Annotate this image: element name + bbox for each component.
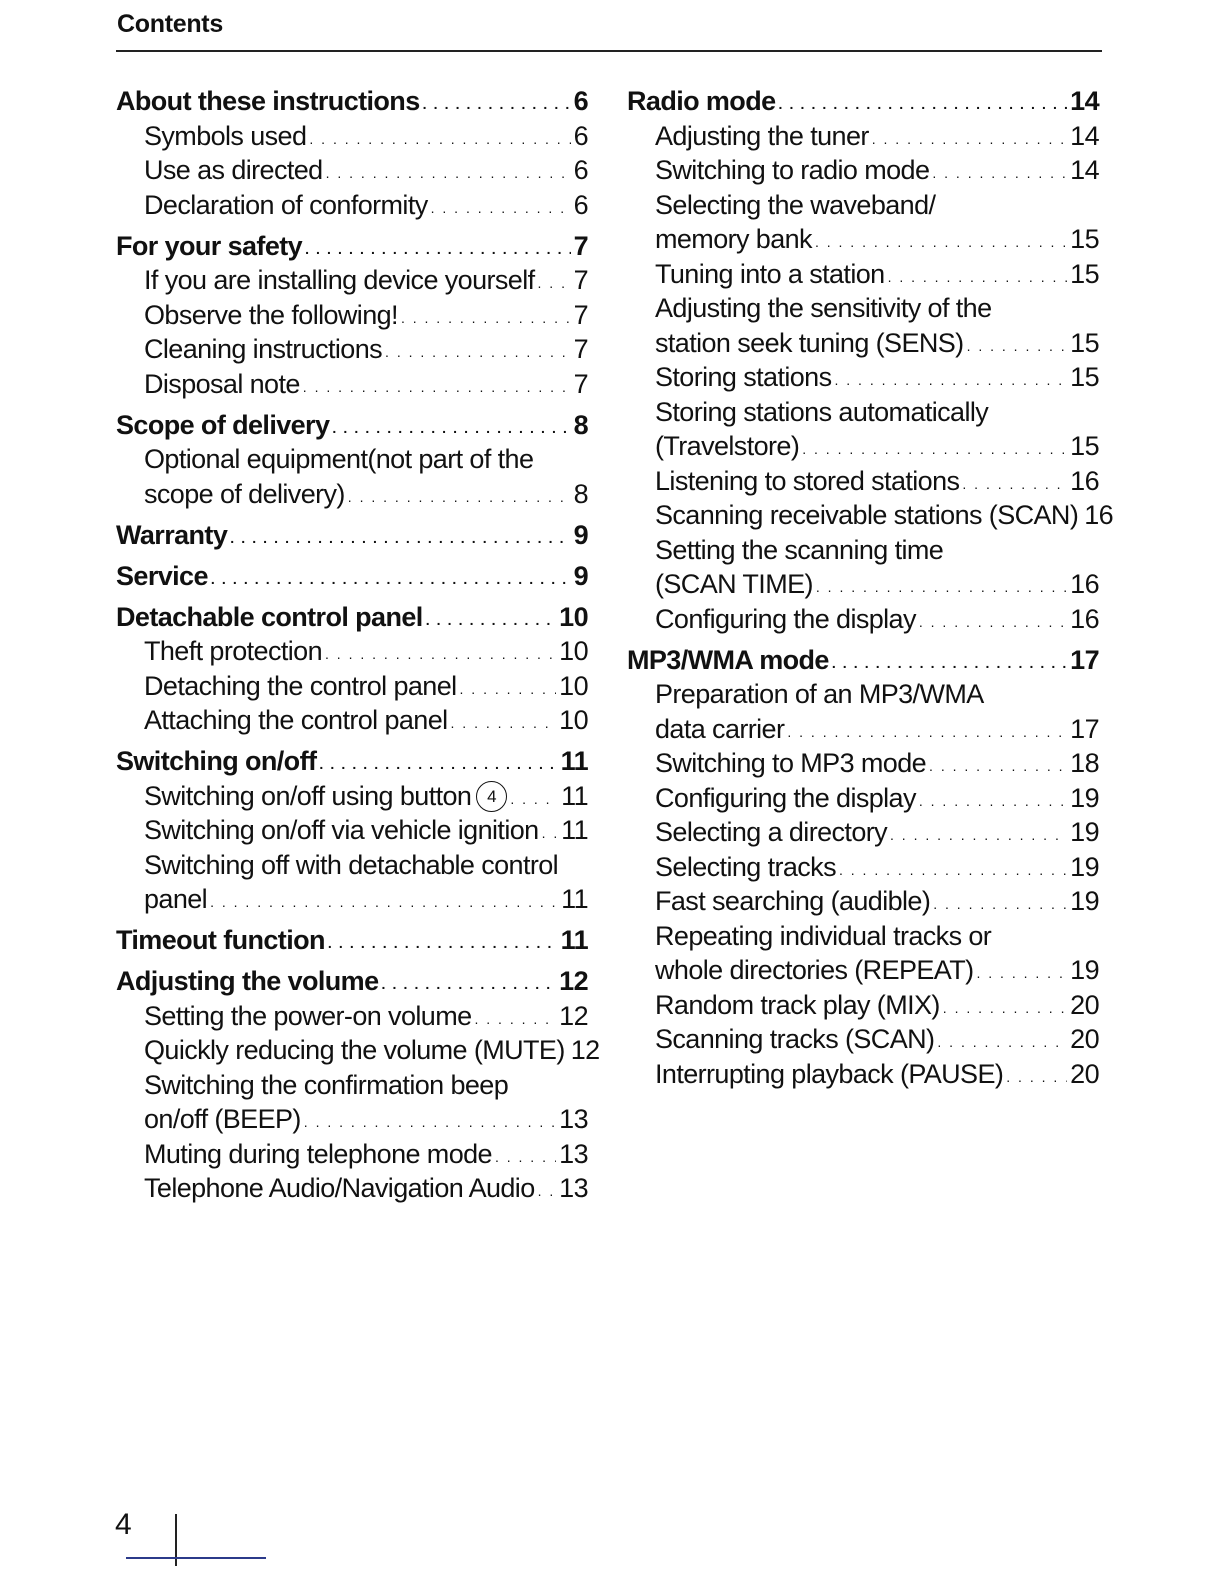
dot-leader	[832, 656, 1067, 670]
toc-entry-title: Detaching the control panel	[144, 670, 457, 701]
dot-leader	[431, 201, 571, 215]
toc-entry-title: Repeating individual tracks or	[655, 920, 992, 951]
toc-subentry[interactable]	[116, 702, 588, 737]
toc-page-number: 14	[1070, 155, 1099, 185]
dot-leader	[815, 235, 1067, 249]
toc-entry-title: on/off (BEEP)	[144, 1104, 301, 1134]
dot-leader	[309, 132, 570, 146]
toc-page-number: 10	[559, 636, 588, 666]
toc-page-number: 9	[573, 519, 588, 550]
toc-entry-title: Scanning receivable stations (SCAN)	[655, 500, 1079, 530]
toc-subentry[interactable]	[116, 667, 588, 702]
toc-subentry[interactable]	[116, 812, 588, 847]
toc-entry-title: Configuring the display	[655, 603, 916, 634]
toc-subentry[interactable]	[627, 745, 1099, 780]
toc-entry-title: Detachable control panel	[116, 601, 423, 632]
dot-leader	[305, 242, 571, 256]
dot-leader	[977, 966, 1068, 980]
toc-entry-title: panel	[144, 884, 208, 914]
dot-leader	[538, 1184, 557, 1198]
dot-leader	[230, 531, 570, 545]
toc-page-number: 16	[1084, 500, 1114, 530]
toc-page-number: 15	[1070, 258, 1099, 289]
toc-page-number: 19	[1070, 886, 1099, 916]
dot-leader	[326, 166, 571, 180]
toc-entry-title: Fast searching (audible)	[655, 886, 931, 916]
dot-leader	[385, 345, 571, 359]
toc-subentry[interactable]	[627, 152, 1099, 187]
dot-leader	[835, 373, 1068, 387]
toc-page-number: 17	[1070, 713, 1099, 744]
toc-entry-title: About these instructions	[116, 86, 420, 116]
toc-subentry[interactable]	[627, 324, 1099, 359]
toc-entry-title: Scanning tracks (SCAN)	[655, 1024, 935, 1054]
toc-subentry[interactable]	[116, 1135, 588, 1170]
dot-leader	[816, 580, 1067, 594]
toc-page-number: 19	[1070, 782, 1099, 813]
toc-subentry[interactable]	[116, 152, 588, 187]
toc-entry-title: whole directories (REPEAT)	[655, 955, 974, 985]
toc-entry-title: Storing stations automatically	[655, 396, 989, 427]
dot-leader	[348, 490, 571, 504]
toc-subentry[interactable]	[116, 262, 588, 297]
toc-entry-title: Random track play (MIX)	[655, 989, 940, 1020]
toc-page-number: 14	[1070, 120, 1099, 151]
toc-page-number: 16	[1070, 465, 1099, 496]
dot-leader	[933, 897, 1067, 911]
toc-entry-title: Declaration of conformity	[144, 189, 428, 220]
toc-section-entry[interactable]	[116, 551, 588, 592]
toc-page-number: 11	[560, 925, 588, 955]
toc-page-number: 15	[1070, 327, 1099, 358]
toc-subentry[interactable]	[627, 883, 1099, 918]
dot-leader	[382, 977, 557, 991]
dot-leader	[510, 792, 558, 806]
toc-subentry	[627, 290, 1099, 325]
toc-page-number: 19	[1070, 955, 1099, 985]
toc-section-entry[interactable]	[627, 635, 1099, 676]
toc-page-number: 11	[561, 815, 588, 845]
dot-leader	[211, 572, 571, 586]
dot-leader	[303, 380, 571, 394]
toc-page-number: 11	[560, 746, 588, 776]
toc-subentry	[116, 441, 588, 476]
toc-entry-title: memory bank	[655, 224, 812, 254]
dot-leader	[890, 828, 1067, 842]
toc-page-number: 10	[559, 601, 588, 632]
dot-leader	[787, 725, 1067, 739]
toc-entry-title: Adjusting the volume	[116, 966, 379, 996]
toc-section-entry[interactable]	[116, 956, 588, 997]
dot-leader	[839, 863, 1067, 877]
toc-subentry[interactable]	[116, 997, 588, 1032]
toc-entry-title: Selecting tracks	[655, 851, 836, 882]
toc-entry-title: Switching the confirmation beep	[144, 1069, 509, 1100]
toc-subentry[interactable]	[627, 255, 1099, 290]
toc-entry-title: For your safety	[116, 230, 303, 261]
toc-section-entry[interactable]	[116, 76, 588, 117]
toc-entry-title: Symbols used	[144, 120, 307, 151]
toc-subentry[interactable]	[627, 117, 1099, 152]
dot-leader	[802, 442, 1067, 456]
toc-subentry[interactable]	[627, 359, 1099, 394]
toc-entry-title: Muting during telephone mode	[144, 1138, 492, 1169]
toc-section-entry[interactable]	[116, 400, 588, 441]
toc-subentry[interactable]	[116, 331, 588, 366]
toc-subentry[interactable]	[627, 848, 1099, 883]
dot-leader	[328, 936, 558, 950]
toc-subentry[interactable]	[116, 777, 588, 812]
toc-page-number: 15	[1070, 362, 1099, 392]
toc-subentry[interactable]	[627, 814, 1099, 849]
toc-subentry[interactable]	[116, 633, 588, 668]
toc-subentry[interactable]	[116, 1101, 588, 1136]
toc-entry-title: Theft protection	[144, 636, 323, 666]
toc-entry-title: station seek tuning (SENS)	[655, 327, 964, 358]
toc-page-number: 19	[1070, 851, 1099, 882]
toc-section-entry[interactable]	[627, 76, 1099, 117]
toc-column-right	[627, 76, 1114, 1090]
toc-subentry	[116, 1066, 588, 1101]
toc-subentry[interactable]	[627, 428, 1099, 463]
toc-subentry[interactable]	[116, 296, 588, 331]
toc-subentry[interactable]	[627, 462, 1099, 497]
toc-entry-title: MP3/WMA mode	[627, 644, 829, 675]
toc-page-number: 8	[573, 478, 588, 509]
toc-column-left	[116, 76, 600, 1204]
toc-entry-title: Quickly reducing the volume (MUTE)	[144, 1035, 565, 1065]
header-rule	[116, 50, 1102, 52]
toc-page-number: 13	[559, 1138, 588, 1169]
toc-subentry[interactable]	[116, 1170, 588, 1205]
toc-page-number: 7	[573, 299, 588, 330]
toc-page-number: 12	[559, 966, 588, 996]
toc-entry-title: Storing stations	[655, 362, 832, 392]
toc-entry-title: Selecting the waveband/	[655, 189, 936, 220]
dot-leader	[872, 132, 1067, 146]
toc-entry-title: Switching on/off via vehicle ignition	[144, 815, 539, 845]
dot-leader	[401, 311, 571, 325]
toc-page-number: 6	[573, 120, 588, 151]
toc-subentry	[627, 676, 1099, 711]
toc-entry-title: Preparation of an MP3/WMA	[655, 679, 984, 709]
toc-entry-title: Switching to radio mode	[655, 155, 930, 185]
toc-page-number: 11	[561, 780, 588, 811]
toc-section-entry[interactable]	[116, 915, 588, 956]
toc-subentry[interactable]	[627, 986, 1099, 1021]
toc-page-number: 16	[1070, 603, 1099, 634]
toc-entry-title: If you are installing device yourself	[144, 265, 535, 295]
toc-section-entry[interactable]	[116, 510, 588, 551]
toc-entry-title: Optional equipment(not part of the	[144, 444, 534, 474]
dot-leader	[426, 613, 556, 627]
toc-entry-title: Radio mode	[627, 86, 776, 116]
toc-entry-title: Observe the following!	[144, 299, 398, 330]
toc-page-number: 13	[559, 1104, 588, 1134]
dot-leader	[475, 1012, 557, 1026]
toc-entry-title: Tuning into a station	[655, 258, 885, 289]
dot-leader	[888, 270, 1068, 284]
toc-page-number: 20	[1070, 1024, 1099, 1054]
toc-subentry[interactable]	[627, 221, 1099, 256]
dot-leader	[937, 1035, 1067, 1049]
toc-entry-title: Attaching the control panel	[144, 705, 448, 735]
dot-leader	[460, 682, 557, 696]
toc-page-number: 6	[573, 155, 588, 185]
toc-subentry	[627, 917, 1099, 952]
page-marker-line	[126, 1557, 266, 1559]
toc-entry-title: Interrupting playback (PAUSE)	[655, 1058, 1004, 1089]
toc-entry-title: Timeout function	[116, 925, 325, 955]
toc-entry-title: Use as directed	[144, 155, 323, 185]
toc-page-number: 14	[1070, 86, 1099, 116]
dot-leader	[304, 1115, 556, 1129]
toc-entry-title: Cleaning instructions	[144, 334, 383, 364]
dot-leader	[1006, 1070, 1067, 1084]
toc-subentry[interactable]	[627, 710, 1099, 745]
toc-page-number: 6	[573, 86, 588, 116]
toc-subentry[interactable]	[116, 365, 588, 400]
toc-entry-title: Configuring the display	[655, 782, 916, 813]
toc-entry-title: Scope of delivery	[116, 409, 330, 440]
dot-leader	[538, 276, 571, 290]
toc-page-number: 7	[573, 368, 588, 399]
toc-page-number: 20	[1070, 989, 1099, 1020]
toc-entry-title: scope of delivery)	[144, 478, 345, 509]
toc-entry-title: Adjusting the sensitivity of the	[655, 293, 992, 323]
toc-page-number: 7	[573, 230, 588, 261]
toc-subentry[interactable]	[116, 1032, 600, 1067]
toc-subentry[interactable]	[627, 566, 1099, 601]
toc-entry-title: Listening to stored stations	[655, 465, 960, 496]
toc-subentry[interactable]	[627, 497, 1114, 532]
toc-page-number: 11	[561, 884, 588, 914]
toc-entry-title: Setting the power-on volume	[144, 1000, 472, 1031]
toc-entry-title: Switching to MP3 mode	[655, 748, 927, 778]
toc-subentry[interactable]	[116, 186, 588, 221]
toc-page-number: 10	[559, 705, 588, 735]
dot-leader	[962, 477, 1067, 491]
dot-leader	[325, 647, 556, 661]
toc-subentry	[627, 531, 1099, 566]
button-reference-icon: 4	[476, 781, 507, 812]
toc-subentry	[627, 186, 1099, 221]
dot-leader	[943, 1001, 1067, 1015]
toc-page-number: 8	[573, 409, 588, 440]
dot-leader	[929, 759, 1067, 773]
toc-entry-title: Telephone Audio/Navigation Audio	[144, 1173, 535, 1203]
toc-entry-title: Switching on/off	[116, 746, 317, 776]
toc-subentry[interactable]	[116, 117, 588, 152]
toc-entry-title: Warranty	[116, 519, 228, 550]
toc-subentry[interactable]	[116, 881, 588, 916]
toc-page-number: 7	[573, 334, 588, 364]
toc-subentry[interactable]	[116, 475, 588, 510]
toc-page-number: 17	[1070, 644, 1099, 675]
toc-entry-title: Switching on/off using button	[144, 780, 472, 811]
toc-entry-title: Service	[116, 560, 208, 591]
page-header-title: Contents	[117, 10, 223, 38]
dot-leader	[210, 895, 558, 909]
toc-subentry[interactable]	[627, 1021, 1099, 1056]
dot-leader	[423, 97, 571, 111]
toc-page-number: 6	[573, 189, 588, 220]
toc-section-entry[interactable]	[116, 592, 588, 633]
toc-entry-title: Switching off with detachable control	[144, 849, 559, 880]
toc-page-number: 13	[559, 1173, 588, 1203]
toc-entry-title: Adjusting the tuner	[655, 120, 869, 151]
dot-leader	[779, 97, 1068, 111]
toc-page-number: 19	[1070, 817, 1099, 847]
dot-leader	[967, 339, 1068, 353]
toc-entry-title: (Travelstore)	[655, 431, 800, 461]
toc-page-number: 20	[1070, 1058, 1099, 1089]
toc-entry-title: Setting the scanning time	[655, 534, 944, 565]
toc-page-number: 7	[573, 265, 588, 295]
toc-page-number: 15	[1070, 224, 1099, 254]
toc-page-number: 12	[559, 1000, 588, 1031]
dot-leader	[919, 794, 1067, 808]
toc-entry-title: (SCAN TIME)	[655, 569, 813, 599]
toc-page-number: 16	[1070, 569, 1099, 599]
dot-leader	[319, 757, 557, 771]
toc-subentry[interactable]	[627, 779, 1099, 814]
dot-leader	[332, 421, 570, 435]
dot-leader	[932, 166, 1067, 180]
toc-subentry[interactable]	[627, 952, 1099, 987]
dot-leader	[919, 615, 1067, 629]
toc-section-entry[interactable]	[116, 221, 588, 262]
dot-leader	[495, 1150, 556, 1164]
dot-leader	[542, 826, 559, 840]
toc-entry-title: data carrier	[655, 713, 785, 744]
dot-leader	[451, 716, 557, 730]
toc-entry-title: Disposal note	[144, 368, 300, 399]
toc-entry-title: Selecting a directory	[655, 817, 888, 847]
toc-section-entry[interactable]	[116, 736, 588, 777]
toc-subentry[interactable]	[627, 1055, 1099, 1090]
toc-subentry[interactable]	[627, 600, 1099, 635]
toc-subentry	[627, 393, 1099, 428]
page-number: 4	[115, 1508, 132, 1541]
toc-page-number: 15	[1070, 431, 1099, 461]
toc-page-number: 10	[559, 670, 588, 701]
toc-page-number: 12	[570, 1035, 600, 1065]
toc-page-number: 9	[573, 560, 588, 591]
toc-page-number: 18	[1070, 748, 1099, 778]
toc-subentry	[116, 846, 588, 881]
